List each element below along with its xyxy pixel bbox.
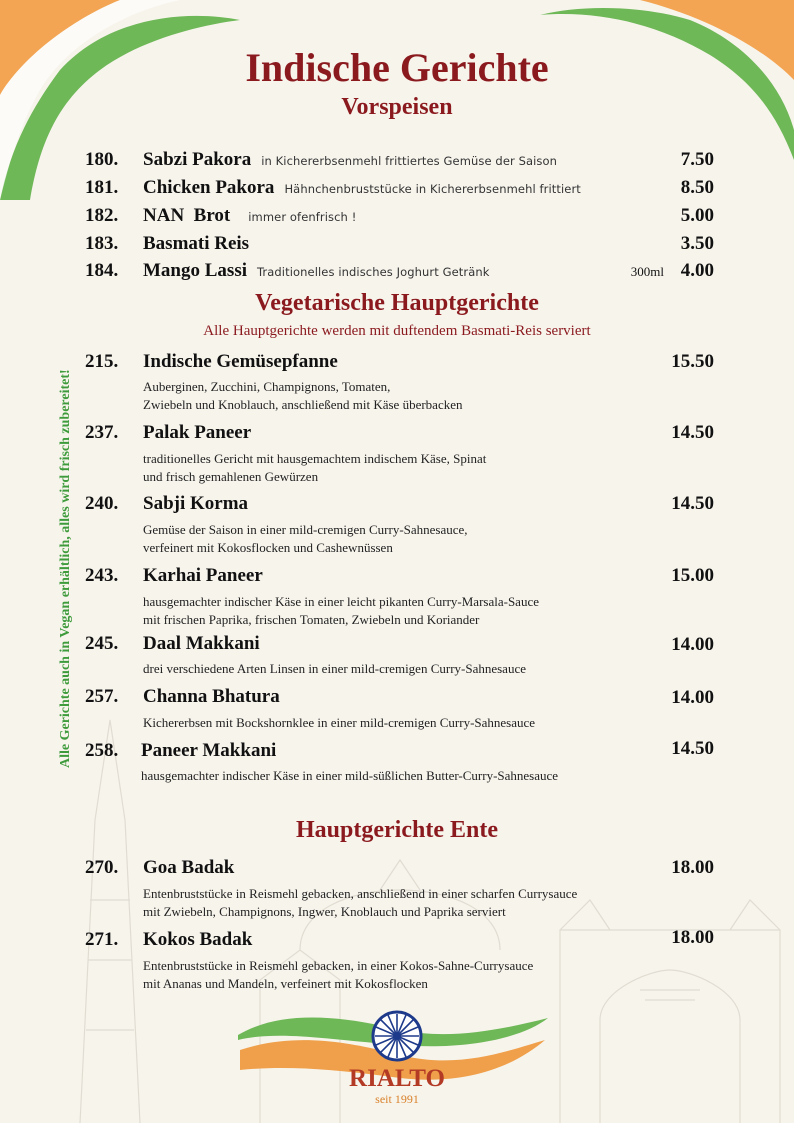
item-title: Palak Paneer — [143, 422, 252, 443]
item-description: hausgemachter indischer Käse in einer mild-süßlichen Butter-Curry-Sahnesauce — [141, 768, 559, 783]
item-number: 237. — [85, 422, 119, 443]
item-number: 180. — [85, 149, 119, 170]
item-number: 240. — [85, 493, 119, 514]
section-title-veg: Vegetarische Hauptgerichte — [255, 290, 539, 316]
item-title: NAN Brot — [143, 205, 231, 226]
item-price: 18.00 — [671, 857, 714, 878]
item-title: Sabji Korma — [143, 493, 249, 514]
item-title: Goa Badak — [143, 857, 235, 878]
item-description: Entenbruststücke in Reismehl gebacken, anschließend in einer scharfen Currysauce — [143, 886, 578, 901]
item-number: 258. — [85, 740, 119, 761]
item-description: Zwiebeln und Knoblauch, anschließend mit Käse überbacken — [143, 397, 463, 412]
item-title: Daal Makkani — [143, 633, 260, 654]
item-price: 15.50 — [671, 351, 714, 372]
item-description: hausgemachter indischer Käse in einer leicht pikanten Curry-Marsala-Sauce — [143, 594, 539, 609]
item-name — [143, 204, 356, 229]
item-description: Gemüse der Saison in einer mild-cremigen Curry-Sahnesauce, — [143, 522, 468, 537]
logo-name: RIALTO — [349, 1065, 445, 1092]
item-description: mit Ananas und Mandeln, verfeinert mit Kokosflocken — [143, 976, 428, 991]
item-price: 4.00 — [680, 260, 714, 281]
item-title: Karhai Paneer — [143, 565, 263, 586]
item-title: Indische Gemüsepfanne — [143, 351, 338, 372]
item-description: mit frischen Paprika, frischen Tomaten, Zwiebeln und Koriander — [143, 612, 480, 627]
vegan-note: Alle Gerichte auch in Vegan erhältlich, alles wird frisch zubereitet! — [58, 369, 73, 768]
item-price: 14.50 — [671, 738, 714, 759]
section-title-duck: Hauptgerichte Ente — [296, 817, 498, 843]
item-name — [143, 259, 490, 284]
item-price: 14.50 — [671, 422, 714, 443]
item-number: 184. — [85, 260, 119, 281]
item-number: 183. — [85, 233, 119, 254]
item-price: 7.50 — [680, 149, 714, 170]
item-description: und frisch gemahlenen Gewürzen — [143, 469, 319, 484]
item-name — [143, 148, 557, 173]
item-description: immer ofenfrisch ! — [248, 210, 357, 224]
item-description: verfeinert mit Kokosflocken und Cashewnüssen — [143, 540, 393, 555]
item-title: Channa Bhatura — [143, 686, 280, 707]
item-number: 245. — [85, 633, 119, 654]
item-title: Kokos Badak — [143, 929, 253, 950]
item-title: Chicken Pakora — [143, 177, 275, 198]
item-number: 271. — [85, 929, 119, 950]
page-title: Indische Gerichte — [245, 45, 549, 90]
item-number: 243. — [85, 565, 119, 586]
item-title: Basmati Reis — [143, 233, 250, 254]
item-price: 8.50 — [680, 177, 714, 198]
item-description: mit Zwiebeln, Champignons, Ingwer, Knoblauch und Paprika serviert — [143, 904, 506, 919]
logo-since: seit 1991 — [375, 1092, 419, 1106]
page-subtitle: Vorspeisen — [341, 94, 453, 120]
item-number: 270. — [85, 857, 119, 878]
item-title: Mango Lassi — [143, 260, 247, 281]
item-number: 215. — [85, 351, 119, 372]
item-description: in Kichererbsenmehl frittiertes Gemüse der Saison — [261, 154, 558, 168]
item-price: 14.00 — [671, 687, 714, 708]
item-description: Entenbruststücke in Reismehl gebacken, in einer Kokos-Sahne-Currysauce — [143, 958, 534, 973]
section-note-veg: Alle Hauptgerichte werden mit duftendem Basmati-Reis serviert — [203, 323, 591, 339]
item-title: Paneer Makkani — [141, 740, 277, 761]
item-number: 182. — [85, 205, 119, 226]
item-number: 181. — [85, 177, 119, 198]
item-name — [143, 232, 249, 256]
item-description: Auberginen, Zucchini, Champignons, Tomaten, — [143, 379, 391, 394]
item-description: Hähnchenbruststücke in Kichererbsenmehl frittiert — [284, 182, 581, 196]
item-description: Kichererbsen mit Bockshornklee in einer mild-cremigen Curry-Sahnesauce — [143, 715, 536, 730]
item-price: 14.00 — [671, 634, 714, 655]
item-name — [143, 176, 581, 201]
item-price: 5.00 — [680, 205, 714, 226]
item-description: drei verschiedene Arten Linsen in einer mild-cremigen Curry-Sahnesauce — [143, 661, 526, 676]
item-price: 18.00 — [671, 927, 714, 948]
item-price: 3.50 — [680, 233, 714, 254]
item-price: 14.50 — [671, 493, 714, 514]
item-title: Sabzi Pakora — [143, 149, 252, 170]
item-number: 257. — [85, 686, 119, 707]
item-price: 15.00 — [671, 565, 714, 586]
item-description: Traditionelles indisches Joghurt Getränk — [257, 265, 490, 279]
item-description: traditionelles Gericht mit hausgemachtem indischem Käse, Spinat — [143, 451, 487, 466]
item-volume: 300ml — [630, 264, 664, 279]
